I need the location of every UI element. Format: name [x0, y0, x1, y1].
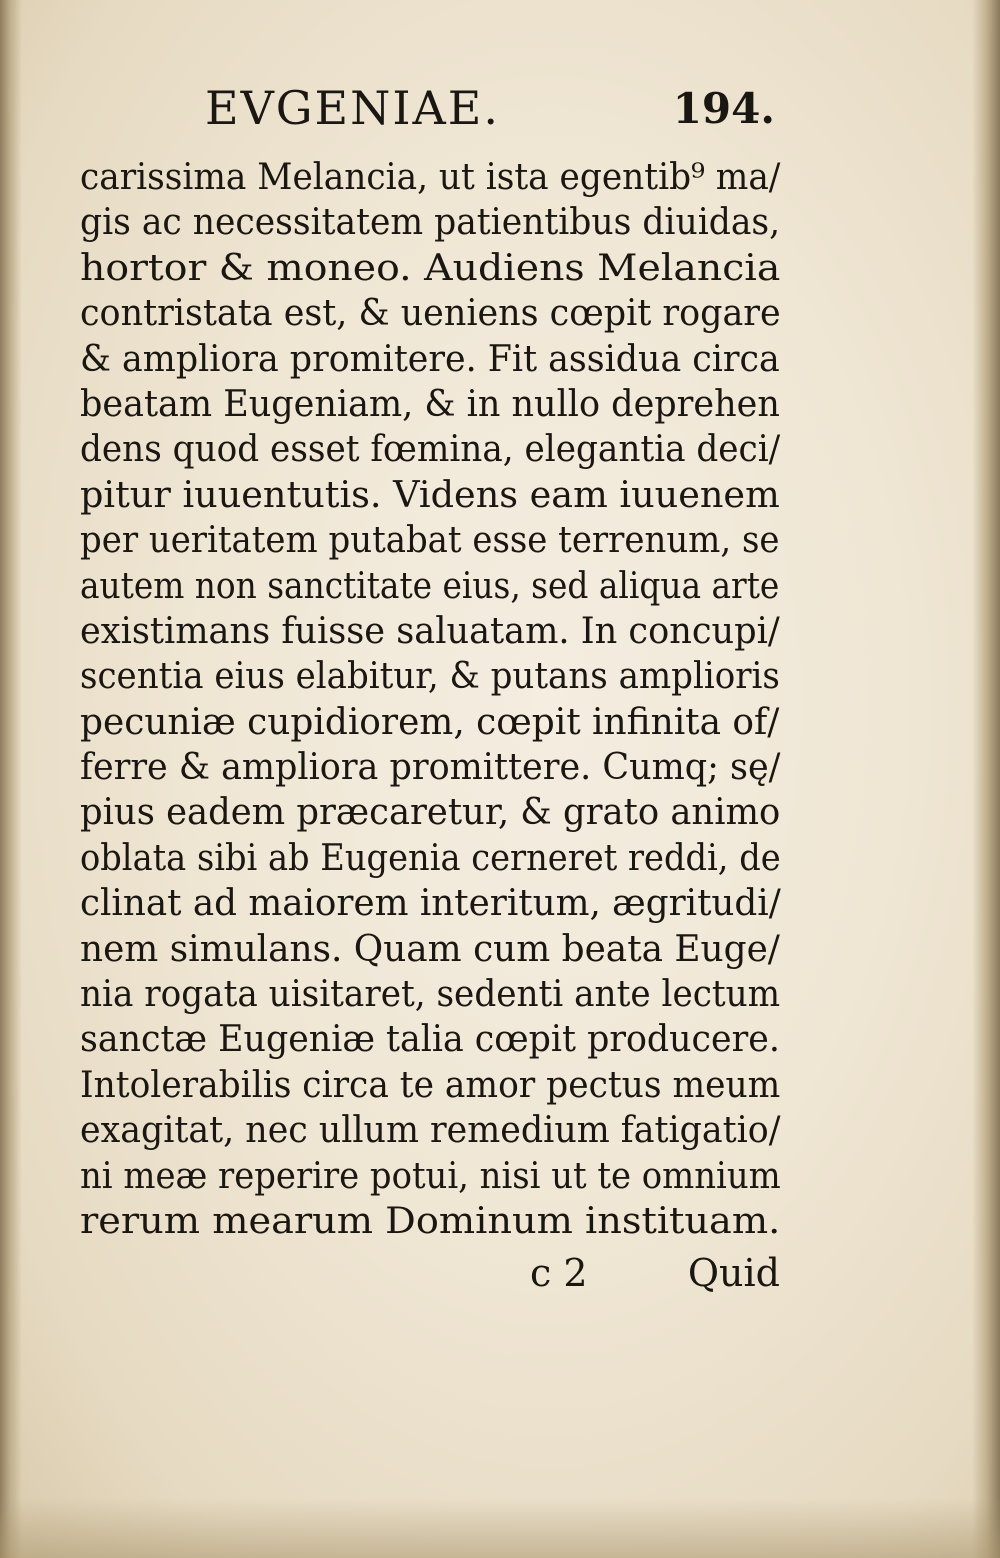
- page-number: 194.: [672, 84, 775, 133]
- text-line: existimans fuisse saluatam. In concupi/: [80, 610, 780, 652]
- text-line: Intolerabilis circa te amor pectus meum: [80, 1064, 781, 1106]
- text-line: hortor & moneo. Audiens Melancia: [80, 247, 781, 289]
- text-line: carissima Melancia, ut ista egentib⁹ ma/: [80, 157, 781, 198]
- text-line: dens quod esset fœmina, elegantia deci/: [80, 429, 781, 471]
- text-line: contristata est, & ueniens cœpit rogare: [80, 293, 781, 335]
- text-line: ferre & ampliora promittere. Cumq; sę/: [80, 747, 781, 789]
- text-line: nem simulans. Quam cum beata Euge/: [80, 928, 780, 970]
- text-line: oblata sibi ab Eugenia cerneret reddi, de: [80, 837, 781, 879]
- text-line: & ampliora promitere. Fit assidua circa: [80, 338, 780, 380]
- text-line: per ueritatem putabat esse terrenum, se: [80, 520, 780, 562]
- text-line: exagitat, nec ullum remedium fatigatio/: [80, 1110, 781, 1152]
- text-line: pecuniæ cupidiorem, cœpit infinita of/: [80, 701, 780, 743]
- text-line: ni meæ reperire potui, nisi ut te omnium: [80, 1155, 781, 1197]
- catchword: Quid: [687, 1251, 780, 1295]
- text-line: scentia eius elabitur, & putans amplioris: [80, 656, 780, 698]
- signature-mark: c 2: [530, 1251, 588, 1295]
- page-right-edge: [972, 0, 1000, 1558]
- running-title: EVGENIAE.: [205, 81, 500, 135]
- text-line: pitur iuuentutis. Videns eam iuuenem: [80, 474, 780, 516]
- running-head: [205, 78, 785, 138]
- text-line: rerum mearum Dominum instituam.: [80, 1200, 781, 1242]
- text-line: autem non sanctitate eius, sed aliqua arte: [80, 565, 780, 607]
- page-bottom-shadow: [0, 1498, 1000, 1558]
- text-line: pius eadem præcaretur, & grato animo: [80, 792, 781, 834]
- body-text: [80, 155, 780, 1244]
- text-line: sanctæ Eugeniæ talia cœpit producere.: [80, 1019, 780, 1061]
- page-left-edge: [0, 0, 22, 1558]
- page-footer: [530, 1248, 780, 1298]
- text-line: nia rogata uisitaret, sedenti ante lectum: [80, 974, 781, 1016]
- text-line: beatam Eugeniam, & in nullo deprehen: [80, 383, 780, 425]
- text-line: gis ac necessitatem patientibus diuidas,: [80, 202, 781, 244]
- text-line: clinat ad maiorem interitum, ægritudi/: [80, 883, 781, 925]
